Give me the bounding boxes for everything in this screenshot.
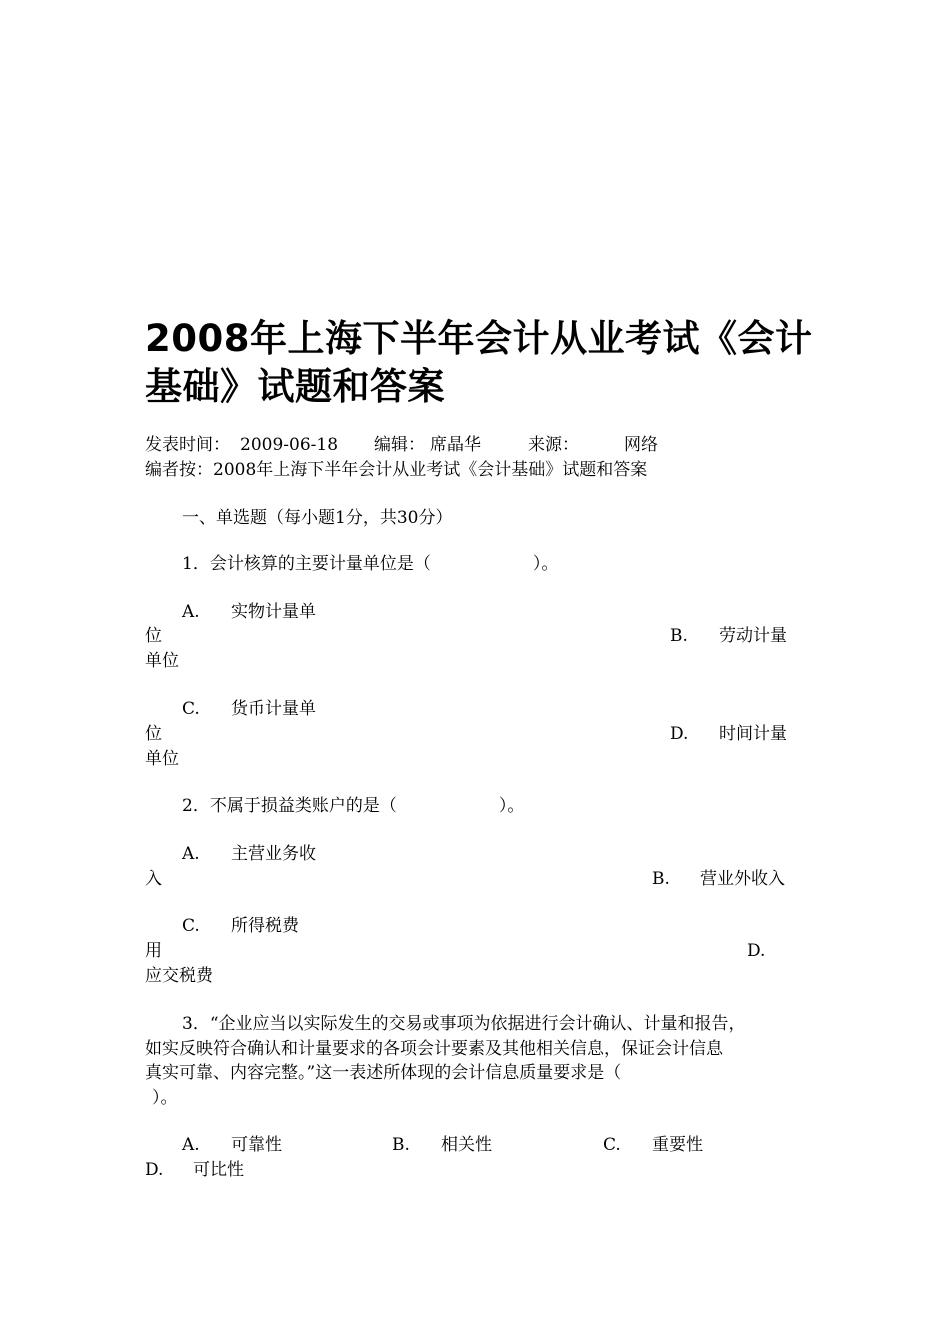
q3-option-b-letter: B. — [392, 1135, 410, 1155]
q3-option-d-letter: D. — [145, 1160, 164, 1180]
q1-option-b-text: 劳动计量 — [719, 626, 787, 646]
publish-label: 发表时间： — [145, 435, 230, 455]
q3-option-a-text: 可靠性 — [231, 1135, 282, 1155]
q1-option-d-text-cont: 单位 — [145, 749, 179, 769]
q2-option-c-text-cont: 用 — [145, 941, 162, 961]
question-3-stem-line-1: 3．“企业应当以实际发生的交易或事项为依据进行会计确认、计量和报告， — [182, 1014, 746, 1034]
editor-name: 席晶华 — [430, 435, 481, 455]
q1-option-b-letter: B. — [670, 626, 688, 646]
q2-option-a-text: 主营业务收 — [231, 844, 316, 864]
q1-option-a-text: 实物计量单 — [231, 602, 316, 622]
q1-option-a-letter: A. — [182, 602, 200, 622]
q1-option-d-letter: D. — [670, 724, 689, 744]
question-3-stem-line-4: ）。 — [152, 1088, 178, 1108]
q3-option-a-letter: A. — [182, 1135, 200, 1155]
article-title-line-1: 2008年上海下半年会计从业考试《会计 — [145, 317, 813, 360]
q1-option-d-text: 时间计量 — [719, 724, 787, 744]
question-3-stem-line-3: 真实可靠、内容完整。”这一表述所体现的会计信息质量要求是（ — [145, 1063, 622, 1083]
q3-option-c-letter: C. — [603, 1135, 621, 1155]
source-value: 网络 — [624, 435, 658, 455]
question-1-stem: 1．会计核算的主要计量单位是（ ）。 — [182, 554, 559, 574]
q3-option-b-text: 相关性 — [441, 1135, 492, 1155]
q2-option-c-text: 所得税费 — [231, 916, 299, 936]
q1-option-c-text: 货币计量单 — [231, 699, 316, 719]
article-title-line-2: 基础》试题和答案 — [145, 365, 445, 408]
q2-option-b-text: 营业外收入 — [700, 869, 785, 889]
section-heading: 一、单选题（每小题1分，共30分） — [182, 508, 453, 528]
q2-option-a-letter: A. — [182, 844, 200, 864]
q1-option-a-text-cont: 位 — [145, 626, 162, 646]
q2-option-b-letter: B. — [652, 869, 670, 889]
q1-option-c-text-cont: 位 — [145, 724, 162, 744]
q2-option-a-text-cont: 入 — [145, 869, 162, 889]
q2-option-d-text: 应交税费 — [145, 966, 213, 986]
q3-option-c-text: 重要性 — [652, 1135, 703, 1155]
article-title — [145, 315, 825, 411]
source-label: 来源： — [528, 435, 579, 455]
q2-option-d-letter: D. — [747, 941, 766, 961]
editor-label: 编辑： — [374, 435, 425, 455]
q3-option-d-text: 可比性 — [193, 1160, 244, 1180]
q1-option-b-text-cont: 单位 — [145, 651, 179, 671]
question-3-stem-line-2: 如实反映符合确认和计量要求的各项会计要素及其他相关信息，保证会计信息 — [145, 1039, 723, 1059]
question-2-stem: 2．不属于损益类账户的是（ ）。 — [182, 796, 525, 816]
publish-date: 2009-06-18 — [240, 435, 339, 455]
editor-note: 编者按：2008年上海下半年会计从业考试《会计基础》试题和答案 — [145, 460, 648, 480]
q2-option-c-letter: C. — [182, 916, 200, 936]
q1-option-c-letter: C. — [182, 699, 200, 719]
